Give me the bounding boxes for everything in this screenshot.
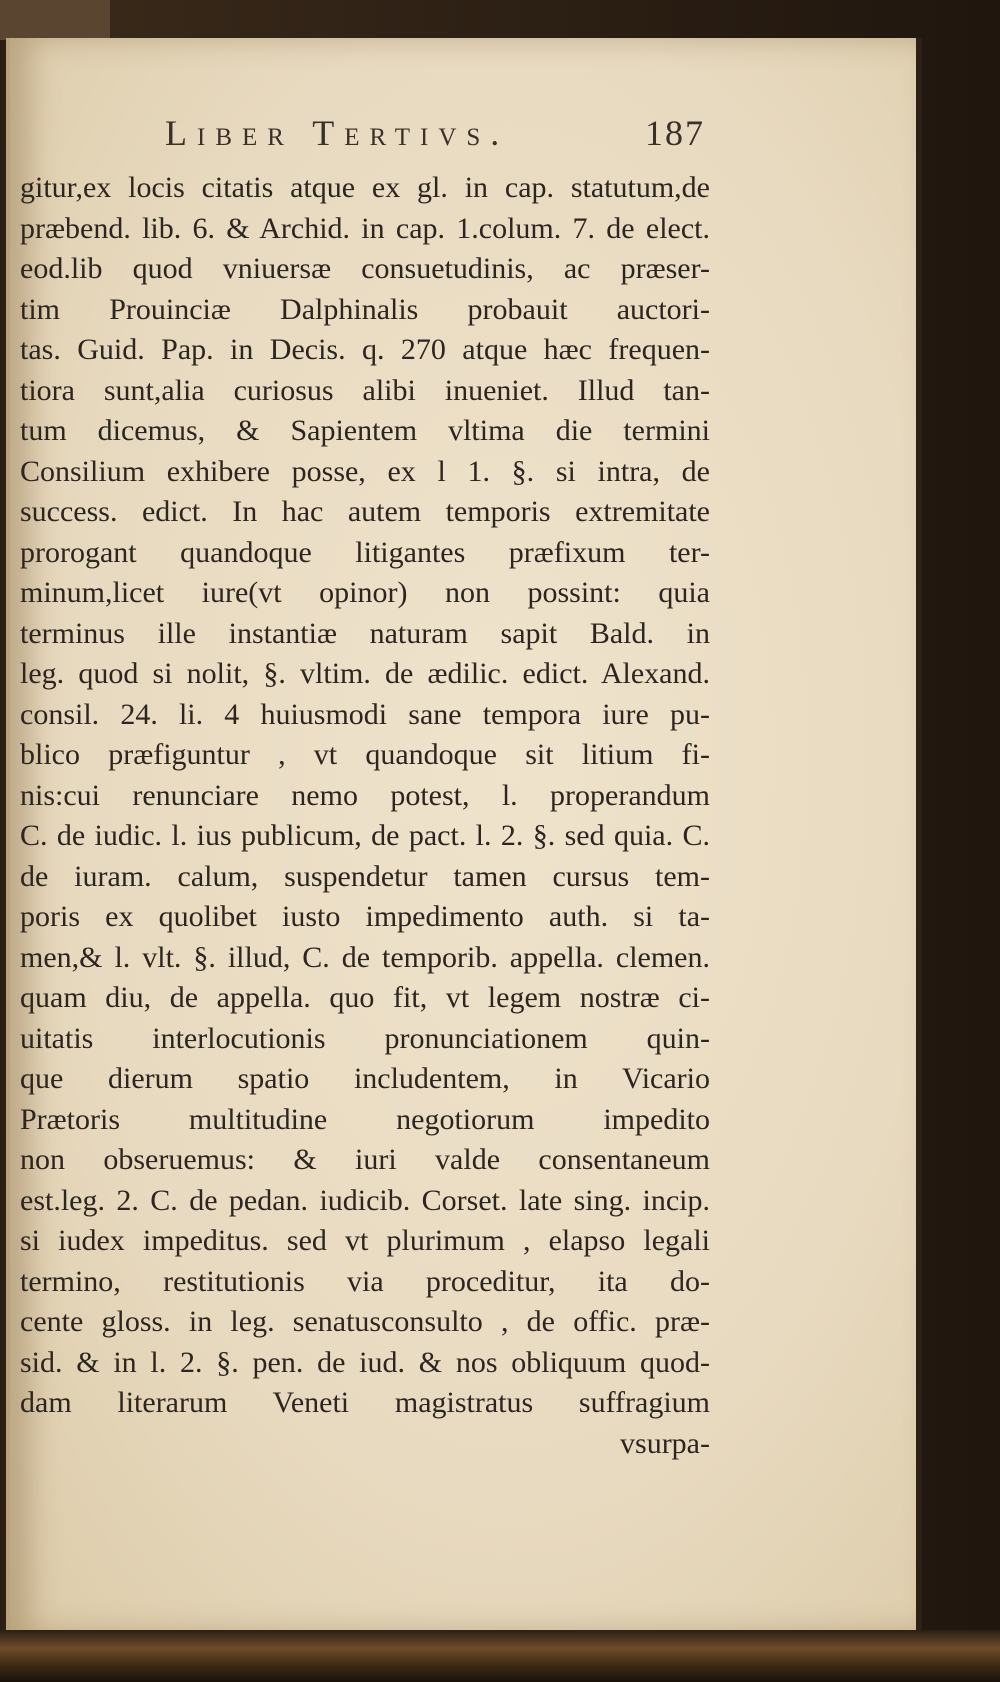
text-line: uitatis interlocutionis pronunciationem quin- bbox=[20, 1021, 710, 1055]
text-line: blico præfiguntur , vt quandoque sit litium fi- bbox=[20, 738, 710, 771]
text-line: quam diu, de appella. quo fit, vt legem nostræ ci- bbox=[20, 981, 710, 1014]
text-line: vsurpa- bbox=[620, 1426, 710, 1460]
body-text bbox=[20, 168, 710, 1464]
text-line: præbend. lib. 6. & Archid. in cap. 1.colum. 7. de elect. bbox=[20, 211, 710, 245]
text-line: tas. Guid. Pap. in Decis. q. 270 atque hæc frequen- bbox=[20, 333, 710, 366]
text-line: eod.lib quod vniuersæ consuetudinis, ac præser- bbox=[20, 252, 710, 285]
text-line: de iuram. calum, suspendetur tamen cursus tem- bbox=[20, 859, 710, 893]
running-title: Liber Tertivs. bbox=[165, 113, 510, 153]
page-number: 187 bbox=[645, 113, 705, 153]
page-header bbox=[165, 112, 705, 162]
text-line: poris ex quolibet iusto impedimento auth. si ta- bbox=[20, 900, 710, 933]
text-line: est.leg. 2. C. de pedan. iudicib. Corset. late sing. incip. bbox=[20, 1183, 710, 1217]
binding-stain bbox=[0, 0, 110, 40]
text-line: non obseruemus: & iuri valde consentaneum bbox=[20, 1143, 710, 1176]
text-line: leg. quod si nolit, §. vltim. de ædilic. edict. Alexand. bbox=[20, 657, 710, 690]
text-line: nis:cui renunciare nemo potest, l. properandum bbox=[20, 778, 710, 812]
text-line: consil. 24. li. 4 huiusmodi sane tempora iure pu- bbox=[20, 697, 710, 731]
text-line: prorogant quandoque litigantes præfixum ter- bbox=[20, 535, 710, 569]
text-line: sid. & in l. 2. §. pen. de iud. & nos obliquum quod- bbox=[20, 1345, 710, 1379]
text-line: success. edict. In hac autem temporis extremitate bbox=[20, 495, 710, 528]
text-line: tim Prouinciæ Dalphinalis probauit auctori- bbox=[20, 292, 710, 326]
text-line: terminus ille instantiæ naturam sapit Bald. in bbox=[20, 616, 710, 650]
text-line: si iudex impeditus. sed vt plurimum , elapso legali bbox=[20, 1224, 710, 1257]
page-edge bbox=[0, 1630, 1000, 1682]
text-line: Consilium exhibere posse, ex l 1. §. si intra, de bbox=[20, 454, 710, 488]
text-line: Prætoris multitudine negotiorum impedito bbox=[20, 1102, 710, 1136]
text-line: tum dicemus, & Sapientem vltima die termini bbox=[20, 414, 710, 447]
text-line: dam literarum Veneti magistratus suffragium bbox=[20, 1386, 710, 1419]
text-line: cente gloss. in leg. senatusconsulto , de offic. præ- bbox=[20, 1305, 710, 1338]
text-line: tiora sunt,alia curiosus alibi inueniet. Illud tan- bbox=[20, 373, 710, 407]
text-line: C. de iudic. l. ius publicum, de pact. l. 2. §. sed quia. C. bbox=[20, 819, 710, 852]
text-line: men,& l. vlt. §. illud, C. de temporib. appella. clemen. bbox=[20, 940, 710, 974]
text-line: minum,licet iure(vt opinor) non possint: quia bbox=[20, 576, 710, 609]
text-line: termino, restitutionis via proceditur, ita do- bbox=[20, 1264, 710, 1298]
text-line: que dierum spatio includentem, in Vicario bbox=[20, 1062, 710, 1095]
text-line: gitur,ex locis citatis atque ex gl. in cap. statutum,de bbox=[20, 171, 710, 204]
